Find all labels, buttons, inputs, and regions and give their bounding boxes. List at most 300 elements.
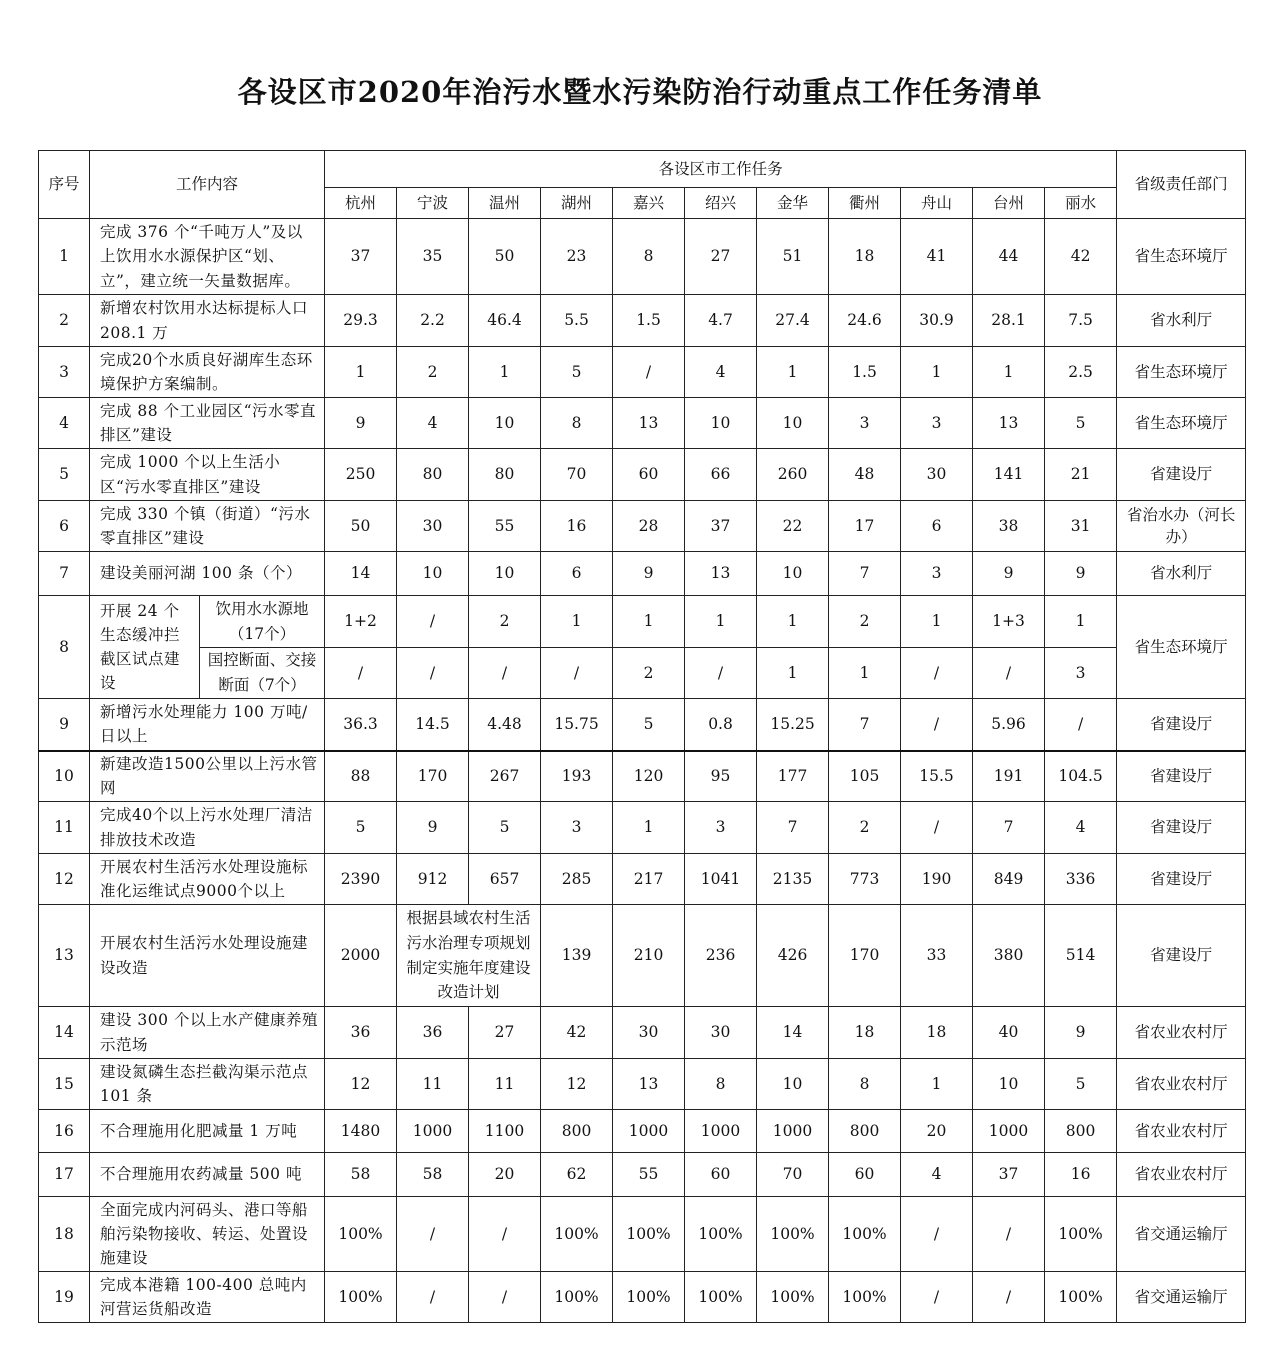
cell-value: / [901, 699, 973, 751]
table-row [39, 751, 1246, 802]
cell-value: 44 [973, 219, 1045, 295]
cell-value: 100% [325, 1272, 397, 1323]
cell-value: 10 [397, 552, 469, 596]
row-dept: 省建设厅 [1117, 905, 1246, 1007]
row-dept: 省农业农村厅 [1117, 1110, 1246, 1153]
cell-value: 100% [541, 1272, 613, 1323]
row-content: 完成 330 个镇（街道）“污水零直排区”建设 [90, 501, 325, 552]
cell-value: 3 [541, 802, 613, 854]
cell-value: 51 [757, 219, 829, 295]
cell-value: 2 [469, 596, 541, 648]
cell-value: 4.48 [469, 699, 541, 751]
table-row [39, 347, 1246, 398]
cell-value: 37 [325, 219, 397, 295]
row-content: 完成 88 个工业园区“污水零直排区”建设 [90, 398, 325, 449]
cell-value: 1 [973, 347, 1045, 398]
cell-value: / [325, 648, 397, 699]
cell-value: 190 [901, 854, 973, 905]
cell-value: 800 [1045, 1110, 1117, 1153]
cell-value: 100% [325, 1197, 397, 1272]
cell-value: 100% [1045, 1197, 1117, 1272]
cell-value: 1 [757, 347, 829, 398]
cell-value: 1480 [325, 1110, 397, 1153]
row-sub-label: 国控断面、交接断面（7个） [200, 648, 325, 699]
row-content: 不合理施用化肥减量 1 万吨 [90, 1110, 325, 1153]
cell-value: 27.4 [757, 295, 829, 347]
header-seq: 序号 [39, 151, 90, 219]
cell-value: 236 [685, 905, 757, 1007]
cell-value: 46.4 [469, 295, 541, 347]
cell-value: 105 [829, 751, 901, 802]
cell-value: 8 [685, 1059, 757, 1110]
table-row [39, 648, 1246, 699]
cell-value: 100% [685, 1197, 757, 1272]
row-content: 开展农村生活污水处理设施建设改造 [90, 905, 325, 1007]
cell-value: 27 [469, 1007, 541, 1059]
cell-value: 7 [973, 802, 1045, 854]
cell-value: 104.5 [1045, 751, 1117, 802]
row-content: 新增污水处理能力 100 万吨/日以上 [90, 699, 325, 751]
row-dept: 省建设厅 [1117, 449, 1246, 501]
cell-value: / [901, 1197, 973, 1272]
cell-value: / [901, 1272, 973, 1323]
cell-value: 4.7 [685, 295, 757, 347]
row-seq: 1 [39, 219, 90, 295]
row-dept: 省治水办（河长办） [1117, 501, 1246, 552]
cell-value: 1000 [973, 1110, 1045, 1153]
cell-value: 120 [613, 751, 685, 802]
cell-value: 10 [757, 1059, 829, 1110]
cell-value: 1000 [397, 1110, 469, 1153]
cell-value: 1+3 [973, 596, 1045, 648]
cell-value: 27 [685, 219, 757, 295]
cell-value: 849 [973, 854, 1045, 905]
cell-value: 23 [541, 219, 613, 295]
cell-value: 31 [1045, 501, 1117, 552]
cell-value: 9 [397, 802, 469, 854]
cell-value: 22 [757, 501, 829, 552]
cell-value: 7 [829, 699, 901, 751]
row-dept: 省交通运输厅 [1117, 1272, 1246, 1323]
cell-value: 1 [469, 347, 541, 398]
cell-value: 2390 [325, 854, 397, 905]
cell-value: 9 [973, 552, 1045, 596]
cell-value: 514 [1045, 905, 1117, 1007]
cell-value: 5 [469, 802, 541, 854]
row-content: 建设 300 个以上水产健康养殖示范场 [90, 1007, 325, 1059]
cell-value: 42 [1045, 219, 1117, 295]
cell-value: 30 [397, 501, 469, 552]
row-seq: 10 [39, 751, 90, 802]
cell-value: 0.8 [685, 699, 757, 751]
cell-value: 70 [541, 449, 613, 501]
row-content: 完成 376 个“千吨万人”及以上饮用水水源保护区“划、立”，建立统一矢量数据库。 [90, 219, 325, 295]
cell-value: 380 [973, 905, 1045, 1007]
cell-value: 21 [1045, 449, 1117, 501]
cell-value: 10 [757, 398, 829, 449]
row-seq: 8 [39, 596, 90, 699]
cell-value: / [973, 1197, 1045, 1272]
merged-plan-note: 根据县域农村生活污水治理专项规划制定实施年度建设改造计划 [397, 905, 541, 1007]
cell-value: 16 [541, 501, 613, 552]
row-dept: 省农业农村厅 [1117, 1059, 1246, 1110]
table-row [39, 699, 1246, 751]
cell-value: 2 [829, 596, 901, 648]
cell-value: 1 [901, 1059, 973, 1110]
cell-value: 30 [901, 449, 973, 501]
cell-value: / [397, 596, 469, 648]
row-dept: 省建设厅 [1117, 854, 1246, 905]
cell-value: 5.5 [541, 295, 613, 347]
task-table [38, 150, 1246, 1323]
row-dept: 省交通运输厅 [1117, 1197, 1246, 1272]
cell-value: / [901, 802, 973, 854]
cell-value: 3 [1045, 648, 1117, 699]
row-dept: 省建设厅 [1117, 751, 1246, 802]
row-seq: 17 [39, 1153, 90, 1197]
cell-value: 1+2 [325, 596, 397, 648]
cell-value: 40 [973, 1007, 1045, 1059]
cell-value: 50 [469, 219, 541, 295]
cell-value: 177 [757, 751, 829, 802]
cell-value: 18 [829, 1007, 901, 1059]
cell-value: 16 [1045, 1153, 1117, 1197]
cell-value: 1041 [685, 854, 757, 905]
row-dept: 省生态环境厅 [1117, 347, 1246, 398]
row-content: 全面完成内河码头、港口等船舶污染物接收、转运、处置设施建设 [90, 1197, 325, 1272]
cell-value: 17 [829, 501, 901, 552]
cell-value: 33 [901, 905, 973, 1007]
row-seq: 5 [39, 449, 90, 501]
row-dept: 省水利厅 [1117, 295, 1246, 347]
cell-value: 100% [829, 1272, 901, 1323]
cell-value: 9 [325, 398, 397, 449]
cell-value: 36 [325, 1007, 397, 1059]
table-row [39, 596, 1246, 648]
cell-value: 15.5 [901, 751, 973, 802]
row-content: 完成40个以上污水处理厂清洁排放技术改造 [90, 802, 325, 854]
cell-value: 1000 [613, 1110, 685, 1153]
cell-value: 9 [1045, 552, 1117, 596]
cell-value: 58 [325, 1153, 397, 1197]
cell-value: 8 [541, 398, 613, 449]
city-header-7: 金华 [757, 188, 829, 219]
table-row [39, 449, 1246, 501]
cell-value: 100% [757, 1272, 829, 1323]
cell-value: 20 [469, 1153, 541, 1197]
row-seq: 19 [39, 1272, 90, 1323]
cell-value: / [469, 648, 541, 699]
cell-value: 426 [757, 905, 829, 1007]
cell-value: 60 [613, 449, 685, 501]
cell-value: 100% [613, 1197, 685, 1272]
cell-value: 5.96 [973, 699, 1045, 751]
header-dept: 省级责任部门 [1117, 151, 1246, 219]
table-row [39, 1110, 1246, 1153]
cell-value: / [397, 648, 469, 699]
cell-value: 11 [397, 1059, 469, 1110]
cell-value: 2 [613, 648, 685, 699]
cell-value: 48 [829, 449, 901, 501]
table-row [39, 295, 1246, 347]
cell-value: 285 [541, 854, 613, 905]
cell-value: 15.25 [757, 699, 829, 751]
cell-value: 100% [613, 1272, 685, 1323]
cell-value: 12 [541, 1059, 613, 1110]
cell-value: / [901, 648, 973, 699]
cell-value: 5 [1045, 398, 1117, 449]
cell-value: 210 [613, 905, 685, 1007]
cell-value: 10 [469, 398, 541, 449]
cell-value: 13 [613, 398, 685, 449]
cell-value: 100% [829, 1197, 901, 1272]
cell-value: 7.5 [1045, 295, 1117, 347]
row-dept: 省生态环境厅 [1117, 398, 1246, 449]
city-header-3: 温州 [469, 188, 541, 219]
cell-value: 4 [901, 1153, 973, 1197]
table-row [39, 1007, 1246, 1059]
cell-value: 15.75 [541, 699, 613, 751]
cell-value: 100% [757, 1197, 829, 1272]
cell-value: 55 [613, 1153, 685, 1197]
cell-value: 24.6 [829, 295, 901, 347]
cell-value: 260 [757, 449, 829, 501]
cell-value: 7 [829, 552, 901, 596]
city-header-4: 湖州 [541, 188, 613, 219]
cell-value: 3 [829, 398, 901, 449]
cell-value: 1 [613, 596, 685, 648]
cell-value: 10 [685, 398, 757, 449]
row-content: 新建改造1500公里以上污水管网 [90, 751, 325, 802]
cell-value: 14.5 [397, 699, 469, 751]
cell-value: 8 [613, 219, 685, 295]
cell-value: 12 [325, 1059, 397, 1110]
row-seq: 18 [39, 1197, 90, 1272]
cell-value: 1 [541, 596, 613, 648]
cell-value: 1 [1045, 596, 1117, 648]
cell-value: 170 [829, 905, 901, 1007]
cell-value: 14 [757, 1007, 829, 1059]
row-seq: 7 [39, 552, 90, 596]
row-content: 开展农村生活污水处理设施标准化运维试点9000个以上 [90, 854, 325, 905]
cell-value: / [397, 1197, 469, 1272]
row-seq: 14 [39, 1007, 90, 1059]
row-content: 建设美丽河湖 100 条（个） [90, 552, 325, 596]
cell-value: 10 [973, 1059, 1045, 1110]
cell-value: 7 [757, 802, 829, 854]
cell-value: 5 [613, 699, 685, 751]
cell-value: 1100 [469, 1110, 541, 1153]
cell-value: 10 [757, 552, 829, 596]
cell-value: 9 [1045, 1007, 1117, 1059]
row-content: 开展 24 个生态缓冲拦截区试点建设 [90, 596, 200, 699]
header-content: 工作内容 [90, 151, 325, 219]
cell-value: 2000 [325, 905, 397, 1007]
cell-value: 20 [901, 1110, 973, 1153]
cell-value: 11 [469, 1059, 541, 1110]
cell-value: 1 [685, 596, 757, 648]
row-dept: 省生态环境厅 [1117, 596, 1246, 699]
cell-value: 13 [685, 552, 757, 596]
cell-value: 60 [685, 1153, 757, 1197]
cell-value: 2 [397, 347, 469, 398]
cell-value: 1.5 [829, 347, 901, 398]
row-seq: 13 [39, 905, 90, 1007]
cell-value: 28.1 [973, 295, 1045, 347]
cell-value: 336 [1045, 854, 1117, 905]
cell-value: 95 [685, 751, 757, 802]
cell-value: 13 [613, 1059, 685, 1110]
cell-value: 66 [685, 449, 757, 501]
cell-value: 70 [757, 1153, 829, 1197]
cell-value: 217 [613, 854, 685, 905]
cell-value: 6 [901, 501, 973, 552]
table-row [39, 854, 1246, 905]
table-row [39, 398, 1246, 449]
row-content: 完成本港籍 100-400 总吨内河营运货船改造 [90, 1272, 325, 1323]
cell-value: 9 [613, 552, 685, 596]
cell-value: 267 [469, 751, 541, 802]
row-dept: 省农业农村厅 [1117, 1007, 1246, 1059]
cell-value: 1 [757, 648, 829, 699]
row-seq: 12 [39, 854, 90, 905]
cell-value: 5 [1045, 1059, 1117, 1110]
table-row [39, 1153, 1246, 1197]
table-row [39, 219, 1246, 295]
cell-value: 2135 [757, 854, 829, 905]
row-seq: 11 [39, 802, 90, 854]
cell-value: 4 [1045, 802, 1117, 854]
cell-value: 100% [541, 1197, 613, 1272]
cell-value: 100% [685, 1272, 757, 1323]
cell-value: 3 [901, 398, 973, 449]
row-content: 新增农村饮用水达标提标人口 208.1 万 [90, 295, 325, 347]
row-dept: 省建设厅 [1117, 802, 1246, 854]
row-seq: 2 [39, 295, 90, 347]
cell-value: 60 [829, 1153, 901, 1197]
cell-value: 29.3 [325, 295, 397, 347]
page-title: 各设区市2020年治污水暨水污染防治行动重点工作任务清单 [237, 75, 1043, 109]
cell-value: 4 [685, 347, 757, 398]
city-header-8: 衢州 [829, 188, 901, 219]
cell-value: 38 [973, 501, 1045, 552]
cell-value: 3 [685, 802, 757, 854]
cell-value: 36.3 [325, 699, 397, 751]
table-row [39, 905, 1246, 1007]
cell-value: 14 [325, 552, 397, 596]
cell-value: 30 [685, 1007, 757, 1059]
cell-value: 1 [901, 596, 973, 648]
cell-value: / [973, 1272, 1045, 1323]
city-header-6: 绍兴 [685, 188, 757, 219]
row-content: 不合理施用农药减量 500 吨 [90, 1153, 325, 1197]
cell-value: 773 [829, 854, 901, 905]
cell-value: 1 [757, 596, 829, 648]
row-seq: 16 [39, 1110, 90, 1153]
cell-value: 4 [397, 398, 469, 449]
cell-value: 30.9 [901, 295, 973, 347]
cell-value: / [541, 648, 613, 699]
cell-value: 1 [901, 347, 973, 398]
row-sub-label: 饮用水水源地（17个） [200, 596, 325, 648]
cell-value: / [397, 1272, 469, 1323]
cell-value: 36 [397, 1007, 469, 1059]
cell-value: 1 [325, 347, 397, 398]
cell-value: 250 [325, 449, 397, 501]
cell-value: 1000 [685, 1110, 757, 1153]
table-row [39, 501, 1246, 552]
header-tasks: 各设区市工作任务 [325, 151, 1117, 188]
cell-value: / [469, 1197, 541, 1272]
cell-value: / [613, 347, 685, 398]
table-row [39, 552, 1246, 596]
cell-value: 2.2 [397, 295, 469, 347]
cell-value: 100% [1045, 1272, 1117, 1323]
cell-value: 1000 [757, 1110, 829, 1153]
cell-value: 6 [541, 552, 613, 596]
cell-value: 191 [973, 751, 1045, 802]
cell-value: 55 [469, 501, 541, 552]
row-dept: 省农业农村厅 [1117, 1153, 1246, 1197]
cell-value: 80 [397, 449, 469, 501]
cell-value: / [973, 648, 1045, 699]
cell-value: 37 [685, 501, 757, 552]
cell-value: 139 [541, 905, 613, 1007]
cell-value: 62 [541, 1153, 613, 1197]
cell-value: 3 [901, 552, 973, 596]
row-dept: 省水利厅 [1117, 552, 1246, 596]
cell-value: 657 [469, 854, 541, 905]
cell-value: / [685, 648, 757, 699]
cell-value: 800 [541, 1110, 613, 1153]
row-seq: 15 [39, 1059, 90, 1110]
city-header-5: 嘉兴 [613, 188, 685, 219]
row-content: 完成20个水质良好湖库生态环境保护方案编制。 [90, 347, 325, 398]
cell-value: 18 [901, 1007, 973, 1059]
cell-value: 5 [541, 347, 613, 398]
cell-value: 41 [901, 219, 973, 295]
cell-value: / [1045, 699, 1117, 751]
cell-value: 1.5 [613, 295, 685, 347]
cell-value: 170 [397, 751, 469, 802]
cell-value: 8 [829, 1059, 901, 1110]
cell-value: 2 [829, 802, 901, 854]
cell-value: 912 [397, 854, 469, 905]
cell-value: 18 [829, 219, 901, 295]
cell-value: 141 [973, 449, 1045, 501]
row-dept: 省生态环境厅 [1117, 219, 1246, 295]
cell-value: 1 [613, 802, 685, 854]
cell-value: 35 [397, 219, 469, 295]
cell-value: 10 [469, 552, 541, 596]
cell-value: 80 [469, 449, 541, 501]
cell-value: 1 [829, 648, 901, 699]
cell-value: 42 [541, 1007, 613, 1059]
table-row [39, 802, 1246, 854]
city-header-10: 台州 [973, 188, 1045, 219]
city-header-1: 杭州 [325, 188, 397, 219]
row-seq: 4 [39, 398, 90, 449]
cell-value: / [469, 1272, 541, 1323]
cell-value: 193 [541, 751, 613, 802]
cell-value: 30 [613, 1007, 685, 1059]
city-header-11: 丽水 [1045, 188, 1117, 219]
table-row [39, 1272, 1246, 1323]
cell-value: 88 [325, 751, 397, 802]
row-dept: 省建设厅 [1117, 699, 1246, 751]
row-content: 建设氮磷生态拦截沟渠示范点 101 条 [90, 1059, 325, 1110]
cell-value: 50 [325, 501, 397, 552]
